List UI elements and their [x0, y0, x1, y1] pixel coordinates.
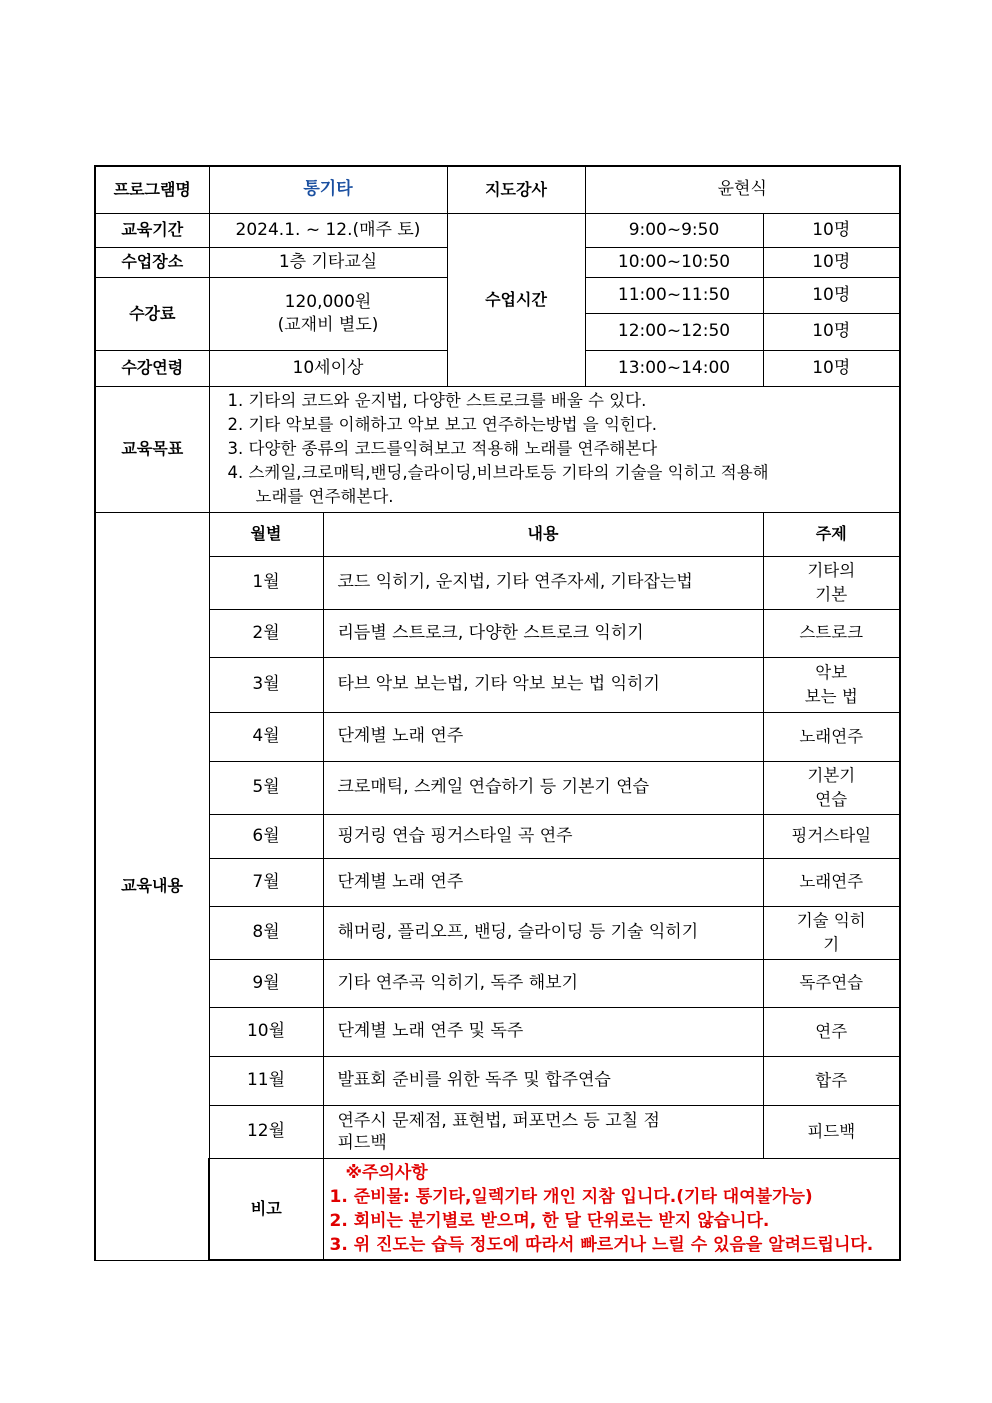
- program-sheet: [94, 165, 899, 1261]
- table-row: [95, 556, 900, 609]
- fee-note: (교재비 별도): [277, 314, 379, 335]
- period-row: [95, 213, 900, 247]
- month-cell: 7월: [209, 858, 323, 906]
- topic-line: 연습: [815, 789, 848, 809]
- topic-line: 스트로크: [799, 623, 864, 642]
- age-value: 10세이상: [209, 350, 447, 386]
- goal-item: 2. 기타 악보를 이해하고 악보 보고 연주하는방법 을 익힌다.: [227, 415, 658, 434]
- month-cell: 3월: [209, 657, 323, 712]
- topic-line: 기술 익히: [796, 910, 866, 930]
- remarks-row: [95, 1158, 900, 1260]
- topic-cell: [763, 657, 900, 712]
- month-cell: 11월: [209, 1056, 323, 1105]
- topic-line: 핑거스타일: [791, 826, 872, 845]
- content-cell: [323, 1105, 763, 1158]
- schedule-time: 13:00~14:00: [585, 350, 763, 386]
- remark-item: 1. 준비물: 통기타,일렉기타 개인 지참 입니다.(기타 대여불가능): [329, 1186, 813, 1207]
- content-cell: 단계별 노래 연주 및 독주: [323, 1007, 763, 1056]
- age-label: 수강연령: [95, 350, 209, 386]
- topic-line: 기본기: [807, 765, 856, 785]
- fee-value: 120,000원: [284, 291, 372, 312]
- topic-cell: [763, 959, 900, 1007]
- topic-line: 기: [823, 934, 840, 954]
- goals-row: [95, 386, 900, 512]
- goal-item: 3. 다양한 종류의 코드를익혀보고 적용해 노래를 연주해본다: [227, 439, 658, 458]
- topic-line: 노래연주: [799, 872, 864, 891]
- table-row: [95, 657, 900, 712]
- content-cell: 핑거링 연습 핑거스타일 곡 연주: [323, 814, 763, 858]
- month-cell: 12월: [209, 1105, 323, 1158]
- goals-label: 교육목표: [95, 386, 209, 512]
- place-value: 1층 기타교실: [209, 247, 447, 277]
- goal-item: 1. 기타의 코드와 운지법, 다양한 스트로크를 배울 수 있다.: [227, 391, 647, 410]
- header-row: [95, 166, 900, 213]
- table-row: [95, 609, 900, 657]
- program-value: 통기타: [209, 166, 447, 213]
- time-label: 수업시간: [447, 213, 585, 386]
- remark-item: 3. 위 진도는 습득 정도에 따라서 빠르거나 느릴 수 있음을 알려드립니다.: [329, 1234, 874, 1255]
- goals-list: [209, 386, 900, 512]
- topic-line: 보는 법: [804, 686, 858, 706]
- topic-cell: [763, 712, 900, 761]
- table-row: [95, 959, 900, 1007]
- topic-cell: [763, 1007, 900, 1056]
- topic-cell: [763, 556, 900, 609]
- month-cell: 1월: [209, 556, 323, 609]
- topic-line: 기타의: [807, 560, 856, 580]
- table-row: [95, 1007, 900, 1056]
- month-cell: 8월: [209, 906, 323, 959]
- table-row: [95, 1056, 900, 1105]
- instructor-label: 지도강사: [447, 166, 585, 213]
- schedule-capacity: 10명: [763, 213, 900, 247]
- remarks-title: ※주의사항: [345, 1162, 428, 1183]
- schedule-capacity: 10명: [763, 277, 900, 313]
- schedule-time: 11:00~11:50: [585, 277, 763, 313]
- content-line: 피드백: [337, 1132, 387, 1153]
- program-table: [94, 165, 901, 1261]
- col-content: 내용: [323, 512, 763, 556]
- schedule-time: 10:00~10:50: [585, 247, 763, 277]
- col-topic: 주제: [763, 512, 900, 556]
- month-cell: 5월: [209, 761, 323, 814]
- schedule-capacity: 10명: [763, 247, 900, 277]
- table-row: [95, 761, 900, 814]
- schedule-capacity: 10명: [763, 350, 900, 386]
- month-cell: 2월: [209, 609, 323, 657]
- remarks-label: 비고: [209, 1158, 323, 1260]
- content-cell: 해머링, 플리오프, 밴딩, 슬라이딩 등 기술 익히기: [323, 906, 763, 959]
- topic-cell: [763, 609, 900, 657]
- month-cell: 10월: [209, 1007, 323, 1056]
- table-row: [95, 858, 900, 906]
- month-cell: 4월: [209, 712, 323, 761]
- instructor-value: 윤현식: [585, 166, 900, 213]
- topic-cell: [763, 858, 900, 906]
- col-month: 월별: [209, 512, 323, 556]
- schedule-time: 12:00~12:50: [585, 313, 763, 350]
- program-label: 프로그램명: [95, 166, 209, 213]
- content-cell: 타브 악보 보는법, 기타 악보 보는 법 익히기: [323, 657, 763, 712]
- topic-line: 독주연습: [799, 973, 864, 992]
- topic-line: 합주: [815, 1070, 848, 1090]
- content-cell: 발표회 준비를 위한 독주 및 합주연습: [323, 1056, 763, 1105]
- table-row: [95, 906, 900, 959]
- remarks-notes: [323, 1158, 900, 1260]
- topic-cell: 피드백: [763, 1105, 900, 1158]
- curriculum-header-row: [95, 512, 900, 556]
- topic-cell: [763, 906, 900, 959]
- content-cell: 기타 연주곡 익히기, 독주 해보기: [323, 959, 763, 1007]
- topic-cell: [763, 1056, 900, 1105]
- fee-value-cell: [209, 277, 447, 350]
- content-cell: 단계별 노래 연주: [323, 712, 763, 761]
- topic-line: 기본: [815, 584, 848, 604]
- remark-item: 2. 회비는 분기별로 받으며, 한 달 단위로는 받지 않습니다.: [329, 1210, 770, 1231]
- schedule-capacity: 10명: [763, 313, 900, 350]
- content-cell: 코드 익히기, 운지법, 기타 연주자세, 기타잡는법: [323, 556, 763, 609]
- schedule-time: 9:00~9:50: [585, 213, 763, 247]
- curriculum-label: 교육내용: [95, 512, 209, 1260]
- table-row: [95, 1105, 900, 1158]
- period-label: 교육기간: [95, 213, 209, 247]
- place-label: 수업장소: [95, 247, 209, 277]
- topic-line: 노래연주: [799, 726, 864, 746]
- topic-cell: [763, 761, 900, 814]
- topic-line: 악보: [815, 662, 848, 682]
- content-line: 연주시 문제점, 표현법, 퍼포먼스 등 고칠 점: [337, 1110, 660, 1131]
- content-cell: 크로매틱, 스케일 연습하기 등 기본기 연습: [323, 761, 763, 814]
- month-cell: 6월: [209, 814, 323, 858]
- goal-item: 4. 스케일,크로매틱,밴딩,슬라이딩,비브라토등 기타의 기술을 익히고 적용해: [227, 463, 769, 482]
- topic-line: 연주: [815, 1021, 848, 1041]
- table-row: [95, 712, 900, 761]
- topic-cell: [763, 814, 900, 858]
- content-cell: 리듬별 스트로크, 다양한 스트로크 익히기: [323, 609, 763, 657]
- fee-label: 수강료: [95, 277, 209, 350]
- table-row: [95, 814, 900, 858]
- goal-item-continued: 노래를 연주해본다.: [255, 487, 394, 506]
- month-cell: 9월: [209, 959, 323, 1007]
- period-value: 2024.1. ~ 12.(매주 토): [209, 213, 447, 247]
- content-cell: 단계별 노래 연주: [323, 858, 763, 906]
